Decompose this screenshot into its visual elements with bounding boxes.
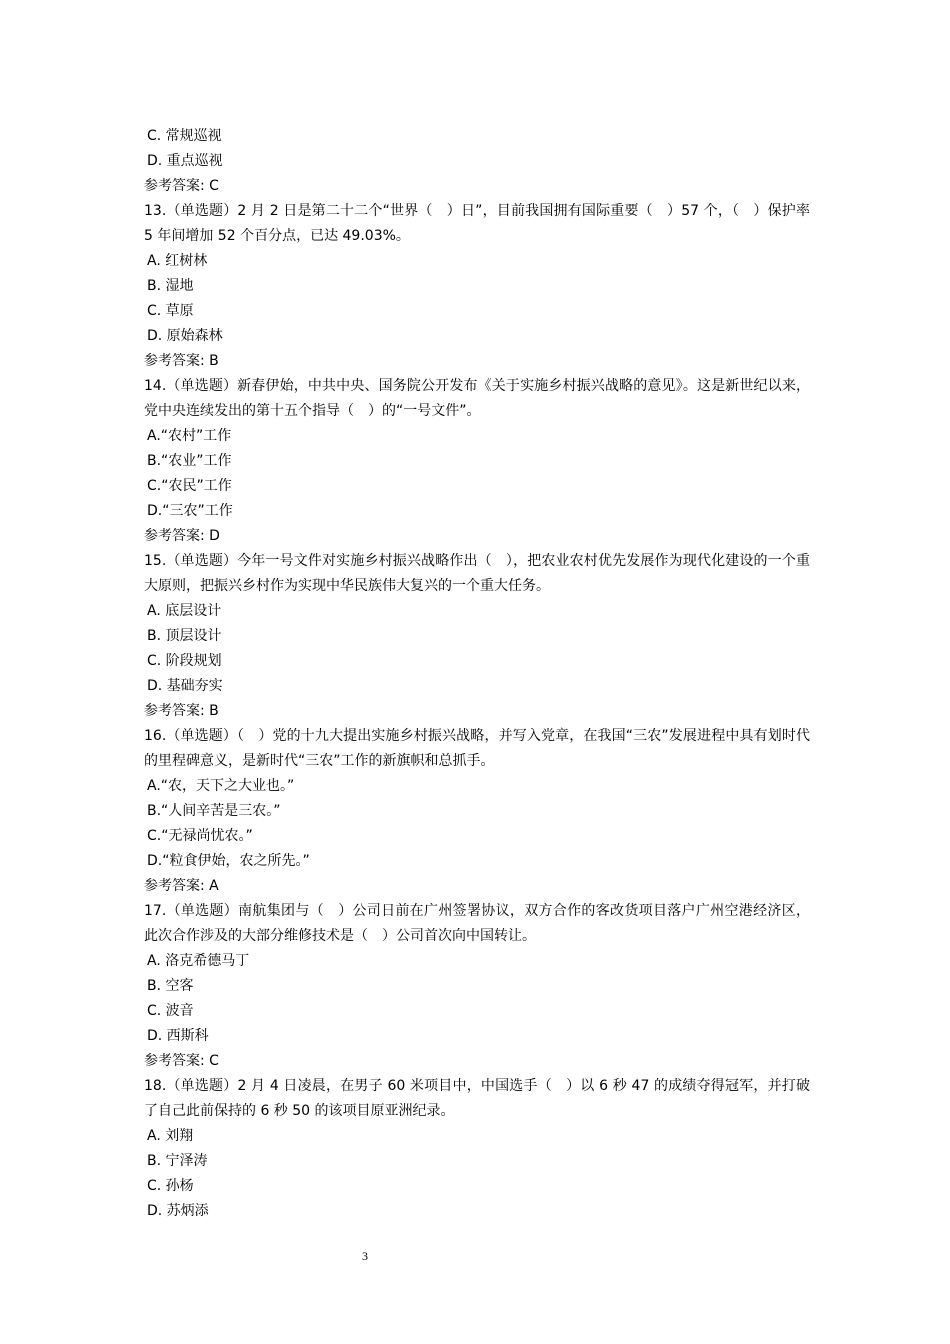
- question-15-text: 15.（单选题）今年一号文件对实施乡村振兴战略作出（ ），把农业农村优先发展作为现代化建设的一个重大原则，把振兴乡村作为实现中华民族伟大复兴的一个重大任务。: [144, 553, 810, 594]
- option-c: C. 常规巡视: [147, 128, 222, 144]
- question-18-option-b: B. 宁泽涛: [147, 1153, 208, 1169]
- question-13-option-a: A. 红树林: [147, 253, 208, 269]
- question-16-option-b: B.“人间辛苦是三农。”: [147, 803, 281, 819]
- question-15-option-c: C. 阶段规划: [147, 653, 222, 669]
- question-15-option-b: B. 顶层设计: [147, 628, 222, 644]
- question-18-option-c: C. 孙杨: [147, 1178, 194, 1194]
- question-15-option-a: A. 底层设计: [147, 603, 222, 619]
- question-13-option-c: C. 草原: [147, 303, 194, 319]
- question-17-option-a: A. 洛克希德马丁: [147, 953, 250, 969]
- question-13-text: 13.（单选题）2 月 2 日是第二十二个“世界（ ）日”，目前我国拥有国际重要（ ）57 个，（ ）保护率 5 年间增加 52 个百分点，已达 49.03%。: [144, 203, 810, 244]
- question-17-option-d: D. 西斯科: [147, 1028, 209, 1044]
- question-13-option-b: B. 湿地: [147, 278, 194, 294]
- question-14-answer: 参考答案: D: [144, 528, 220, 544]
- question-18-option-d: D. 苏炳添: [147, 1203, 209, 1219]
- question-17-option-b: B. 空客: [147, 978, 194, 994]
- question-17-text: 17.（单选题）南航集团与（ ）公司日前在广州签署协议，双方合作的客改货项目落户广州空港经济区，此次合作涉及的大部分维修技术是（ ）公司首次向中国转让。: [144, 903, 810, 944]
- page-content: [144, 124, 810, 1224]
- question-14-option-b: B.“农业”工作: [147, 453, 232, 469]
- question-16-option-c: C.“无禄尚忧农。”: [147, 828, 253, 844]
- question-17-answer: 参考答案: C: [144, 1053, 219, 1069]
- page-number: 3: [362, 1249, 368, 1263]
- question-17-option-c: C. 波音: [147, 1003, 194, 1019]
- question-15-answer: 参考答案: B: [144, 703, 219, 719]
- question-16-text: 16.（单选题）（ ）党的十九大提出实施乡村振兴战略，并写入党章，在我国“三农”发展进程中具有划时代的里程碑意义，是新时代“三农”工作的新旗帜和总抓手。: [144, 728, 810, 769]
- question-14-option-a: A.“农村”工作: [147, 428, 232, 444]
- question-16-option-d: D.“粒食伊始，农之所先。”: [147, 853, 310, 869]
- question-18-text: 18.（单选题）2 月 4 日凌晨，在男子 60 米项目中，中国选手（ ）以 6 秒 47 的成绩夺得冠军，并打破了自己此前保持的 6 秒 50 的该项目原亚洲纪录。: [144, 1078, 810, 1119]
- question-13-option-d: D. 原始森林: [147, 328, 223, 344]
- question-18-option-a: A. 刘翔: [147, 1128, 194, 1144]
- question-16-option-a: A.“农，天下之大业也。”: [147, 778, 295, 794]
- option-d: D. 重点巡视: [147, 153, 223, 169]
- question-14-option-d: D.“三农”工作: [147, 503, 233, 519]
- question-14-option-c: C.“农民”工作: [147, 478, 232, 494]
- question-16-answer: 参考答案: A: [144, 878, 219, 894]
- answer-line: 参考答案: C: [144, 178, 219, 194]
- question-15-option-d: D. 基础夯实: [147, 678, 223, 694]
- question-13-answer: 参考答案: B: [144, 353, 219, 369]
- question-14-text: 14.（单选题）新春伊始，中共中央、国务院公开发布《关于实施乡村振兴战略的意见》。这是新世纪以来，党中央连续发出的第十五个指导（ ）的“一号文件”。: [144, 378, 810, 419]
